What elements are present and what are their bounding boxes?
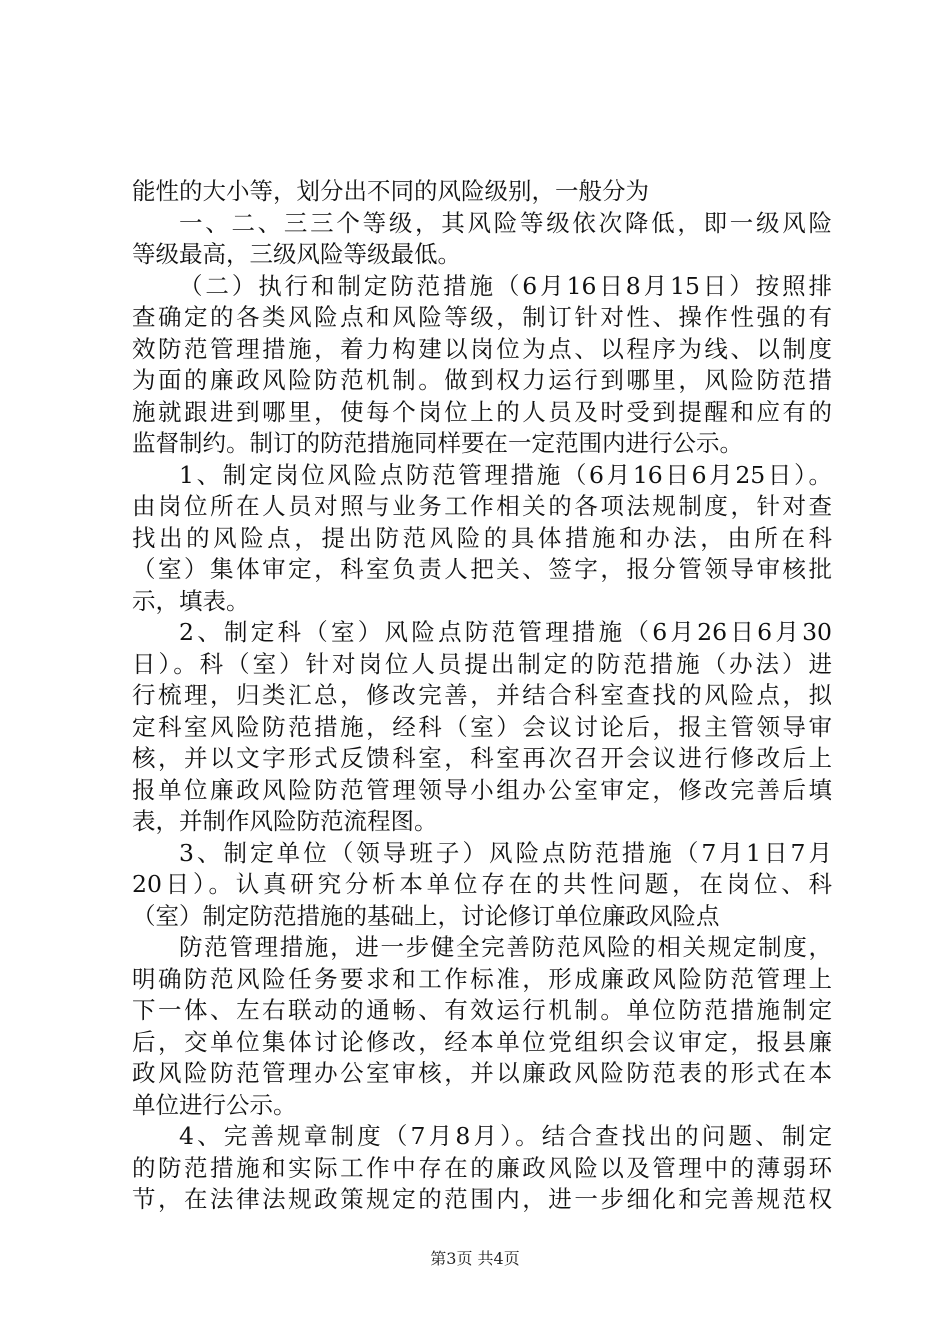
page-footer [0, 1246, 950, 1269]
text-line: 一、二、三三个等级，其风险等级依次降低，即一级风险 [179, 208, 832, 237]
text-line: 2、制定科（室）风险点防范管理措施（6月26日6月30 [179, 618, 832, 646]
text-line: 的防范措施和实际工作中存在的廉政风险以及管理中的薄弱环 [132, 1153, 832, 1182]
text-line: 20日）。认真研究分析本单位存在的共性问题，在岗位、科 [132, 870, 832, 898]
text-line: 4、完善规章制度（7月8月）。结合查找出的问题、制定 [179, 1122, 832, 1150]
text-line: 示，填表。 [132, 586, 250, 615]
text-line: 节，在法律法规政策规定的范围内，进一步细化和完善规范权 [132, 1185, 832, 1213]
text-line: （室）制定防范措施的基础上，讨论修订单位廉政风险点 [132, 901, 720, 930]
text-line: 效防范管理措施，着力构建以岗位为点、以程序为线、以制度 [132, 334, 832, 363]
text-line: 为面的廉政风险防范机制。做到权力运行到哪里，风险防范措 [132, 366, 832, 394]
text-line: 政风险防范管理办公室审核，并以廉政风险防范表的形式在本 [132, 1059, 832, 1087]
text-line: 施就跟进到哪里，使每个岗位上的人员及时受到提醒和应有的 [132, 397, 832, 426]
page-number-label: 第3页 共4页 [430, 1249, 520, 1268]
text-line: 找出的风险点，提出防范风险的具体措施和办法，由所在科 [132, 523, 832, 552]
text-line: 下一体、左右联动的通畅、有效运行机制。单位防范措施制定 [132, 996, 832, 1024]
text-line: 由岗位所在人员对照与业务工作相关的各项法规制度，针对查 [132, 492, 832, 520]
text-line: 后，交单位集体讨论修改，经本单位党组织会议审定，报县廉 [132, 1027, 832, 1056]
text-line: 监督制约。制订的防范措施同样要在一定范围内进行公示。 [132, 429, 743, 457]
text-line: 明确防范风险任务要求和工作标准，形成廉政风险防范管理上 [132, 964, 832, 993]
text-line: 行梳理，归类汇总，修改完善，并结合科室查找的风险点，拟 [132, 681, 832, 709]
text-line: 3、制定单位（领导班子）风险点防范措施（7月1日7月 [179, 838, 832, 867]
text-line: 表，并制作风险防范流程图。 [132, 807, 438, 835]
text-line: 查确定的各类风险点和风险等级，制订针对性、操作性强的有 [132, 303, 832, 331]
text-line: （室）集体审定，科室负责人把关、签字，报分管领导审核批 [132, 555, 832, 583]
text-line: 单位进行公示。 [132, 1090, 297, 1119]
text-line: 防范管理措施，进一步健全完善防范风险的相关规定制度， [179, 933, 832, 961]
text-line: 报单位廉政风险防范管理领导小组办公室审定，修改完善后填 [132, 775, 832, 804]
text-line: （二）执行和制定防范措施（6月16日8月15日）按照排 [179, 271, 832, 300]
text-line: 等级最高，三级风险等级最低。 [132, 240, 461, 268]
text-line: 日）。科（室）针对岗位人员提出制定的防范措施（办法）进 [132, 649, 832, 678]
document-body [132, 176, 832, 1216]
text-line: 能性的大小等，划分出不同的风险级别，一般分为 [132, 177, 649, 205]
text-line: 核，并以文字形式反馈科室，科室再次召开会议进行修改后上 [132, 744, 832, 772]
text-line: 定科室风险防范措施，经科（室）会议讨论后，报主管领导审 [132, 712, 832, 741]
text-line: 1、制定岗位风险点防范管理措施（6月16日6月25日）。 [179, 460, 832, 489]
